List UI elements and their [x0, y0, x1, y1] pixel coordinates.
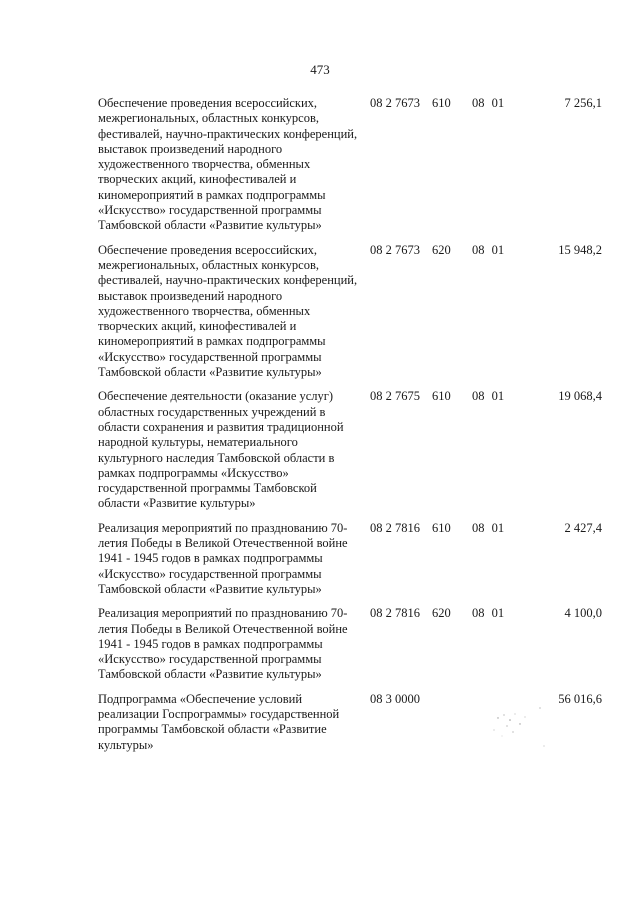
table-row: [98, 389, 608, 511]
row-section: 08 01: [472, 606, 505, 621]
row-description: Реализация мероприятий по празднованию 70-летия Победы в Великой Отечественной войне 1941 - 1945 годов в рамках подпрограммы «Искусство» государственной программы Тамбовской области «Развитие культуры»: [98, 520, 348, 596]
row-amount: 2 427,4: [564, 520, 602, 535]
row-expense-type: 610: [432, 96, 451, 110]
row-section: 08 01: [472, 242, 505, 257]
budget-table: [98, 96, 608, 762]
row-expense-type: 620: [432, 242, 451, 257]
row-target-code: 08 2 7675: [370, 389, 420, 404]
row-description: Реализация мероприятий по празднованию 70-летия Победы в Великой Отечественной войне 1941 - 1945 годов в рамках подпрограммы «Искусство» государственной программы Тамбовской области «Развитие культуры»: [98, 606, 348, 682]
row-description: Обеспечение проведения всероссийских, межрегиональных, областных конкурсов, фестивалей, научно-практических конференций, выставок произведений народного художественного творчества, обменных творческих акций, кинофестивалей и киномероприятий в рамках подпрограммы «Искусство» государственной программы Тамбовской области «Развитие культуры»: [98, 96, 358, 233]
row-section: 08 01: [472, 389, 505, 404]
table-row: [98, 243, 608, 381]
table-row: [98, 606, 608, 682]
row-amount: 4 100,0: [564, 606, 602, 621]
row-target-code: 08 2 7816: [370, 606, 420, 621]
row-target-code: 08 3 0000: [370, 691, 420, 706]
row-description: Подпрограмма «Обеспечение условий реализации Госпрограммы» государственной программы Тамбовской области «Развитие культуры»: [98, 691, 340, 752]
table-row: [98, 521, 608, 597]
table-row: [98, 96, 608, 234]
row-target-code: 08 2 7816: [370, 520, 420, 535]
row-expense-type: 610: [432, 520, 451, 535]
row-amount: 15 948,2: [558, 242, 602, 257]
page-number: 473: [310, 62, 330, 77]
row-amount: 19 068,4: [558, 389, 602, 404]
row-expense-type: 610: [432, 389, 451, 404]
row-description: Обеспечение деятельности (оказание услуг) областных государственных учреждений в области сохранения и развития традиционной народной культуры, нематериального культурного наследия Тамбовской области в рамках подпрограммы «Искусство» государственной программы Тамбовской области «Развитие культуры»: [98, 389, 344, 511]
row-amount: 7 256,1: [564, 96, 602, 110]
row-amount: 56 016,6: [558, 691, 602, 706]
row-target-code: 08 2 7673: [370, 242, 420, 257]
row-description: Обеспечение проведения всероссийских, межрегиональных, областных конкурсов, фестивалей, научно-практических конференций, выставок произведений народного художественного творчества, обменных творческих акций, кинофестивалей и киномероприятий в рамках подпрограммы «Искусство» государственной программы Тамбовской области «Развитие культуры»: [98, 242, 358, 380]
row-section: 08 01: [472, 96, 505, 110]
row-section: 08 01: [472, 520, 505, 535]
row-expense-type: 620: [432, 606, 451, 621]
scan-speckle: [480, 702, 550, 752]
row-target-code: 08 2 7673: [370, 96, 420, 110]
